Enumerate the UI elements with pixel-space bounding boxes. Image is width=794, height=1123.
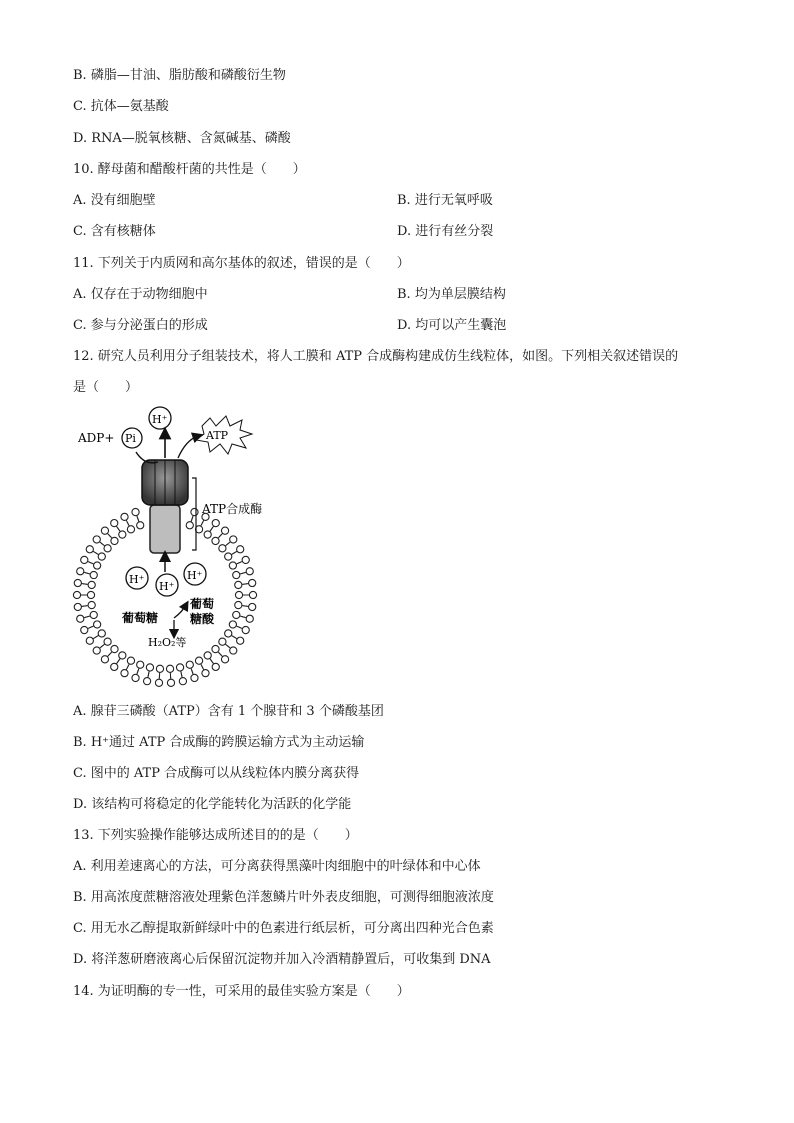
lipid-head — [104, 638, 111, 645]
lipid-head — [191, 508, 198, 515]
text-line-q13a: A. 利用差速离心的方法，可分离获得黑藻叶肉细胞中的叶绿体和中心体 — [73, 859, 481, 874]
lipid-head — [237, 637, 244, 644]
lipid-head — [132, 674, 139, 681]
lipid-head — [235, 601, 242, 608]
lipid-head — [225, 630, 232, 637]
lipid-head — [221, 656, 228, 663]
lipid-head — [195, 657, 202, 664]
lipid-head — [219, 638, 226, 645]
lipid-head — [221, 527, 228, 534]
lipid-head — [111, 537, 118, 544]
lipid-head — [127, 526, 134, 533]
lipid-head — [204, 652, 211, 659]
lipid-head — [246, 568, 253, 575]
lipid-head — [167, 679, 174, 686]
h-top-label: H⁺ — [152, 413, 168, 426]
lipid-head — [111, 520, 118, 527]
lipid-head — [235, 581, 242, 588]
lipid-head — [191, 674, 198, 681]
option-q11-1: B. 均为单层膜结构 — [397, 287, 506, 302]
text-line-q12a: A. 腺苷三磷酸（ATP）含有 1 个腺苷和 3 个磷酸基团 — [73, 704, 384, 719]
enzyme-label: ATP合成酶 — [202, 502, 263, 516]
lipid-head — [87, 591, 94, 598]
lipid-head — [127, 657, 134, 664]
lipid-head — [229, 562, 236, 569]
lipid-head — [212, 520, 219, 527]
lipid-head — [98, 553, 105, 560]
option-q11-3: D. 均可以产生囊泡 — [397, 318, 507, 333]
gluconic-acid-label-2: 糖酸 — [190, 612, 215, 626]
gluconic-acid-label-1: 葡萄 — [190, 597, 215, 611]
lipid-head — [94, 562, 101, 569]
option-q11-2: C. 参与分泌蛋白的形成 — [73, 318, 208, 333]
text-line-q14: 14. 为证明酶的专一性，可采用的最佳实验方案是（ ） — [73, 984, 410, 999]
lipid-head — [77, 568, 84, 575]
lipid-head — [225, 553, 232, 560]
lipid-head — [249, 579, 256, 586]
text-line-q13: 13. 下列实验操作能够达成所述目的的是（ ） — [73, 828, 358, 843]
lipid-head — [242, 626, 249, 633]
lipid-head — [233, 611, 240, 618]
lipid-head — [101, 527, 108, 534]
lipid-head — [235, 591, 242, 598]
option-q10-0: A. 没有细胞壁 — [73, 193, 156, 208]
option-q11-0: A. 仅存在于动物细胞中 — [73, 287, 208, 302]
lipid-head — [186, 661, 193, 668]
text-line-q13b: B. 用高浓度蔗糖溶液处理紫色洋葱鳞片叶外表皮细胞，可测得细胞液浓度 — [73, 890, 494, 905]
lipid-head — [156, 665, 163, 672]
lipid-head — [98, 630, 105, 637]
lipid-head — [132, 508, 139, 515]
lipid-head — [111, 645, 118, 652]
lipid-head — [93, 647, 100, 654]
lipid-head — [176, 664, 183, 671]
lipid-head — [74, 603, 81, 610]
lipid-head — [104, 545, 111, 552]
lipid-head — [81, 626, 88, 633]
lipid-head — [90, 611, 97, 618]
lipid-head — [81, 556, 88, 563]
pi-label: Pi — [125, 432, 136, 445]
lipid-head — [94, 621, 101, 628]
biomimetic-mitochondrion-figure — [70, 400, 300, 690]
h-inner-1: H⁺ — [129, 573, 145, 586]
text-line-q9d: D. RNA—脱氧核糖、含氮碱基、磷酸 — [73, 131, 291, 146]
text-line-q9c: C. 抗体—氨基酸 — [73, 99, 169, 114]
lipid-head — [119, 652, 126, 659]
lipid-head — [137, 661, 144, 668]
lipid-head — [166, 665, 173, 672]
text-line-q10: 10. 酵母菌和醋酸杆菌的共性是（ ） — [73, 162, 306, 177]
lipid-head — [212, 537, 219, 544]
text-line-q12c: C. 图中的 ATP 合成酶可以从线粒体内膜分离获得 — [73, 766, 360, 781]
lipid-head — [155, 679, 162, 686]
question-11-stem: 11. 下列关于内质网和高尔基体的叙述，错误的是（ ） — [73, 256, 410, 271]
lipid-head — [242, 556, 249, 563]
text-line-q13c: C. 用无水乙醇提取新鲜绿叶中的色素进行纸层析，可分离出四种光合色素 — [73, 921, 494, 936]
lipid-head — [93, 536, 100, 543]
question-12-line-1: 是（ ） — [73, 380, 139, 395]
text-line-q12b: B. H⁺通过 ATP 合成酶的跨膜运输方式为主动运输 — [73, 735, 365, 750]
glucose-label: 葡萄糖 — [122, 611, 159, 625]
lipid-head — [90, 571, 97, 578]
question-12-line-0: 12. 研究人员利用分子组装技术，将人工膜和 ATP 合成酶构建成仿生线粒体，如图。下列相关叙述错误的 — [73, 349, 679, 364]
lipid-head — [101, 656, 108, 663]
text-line-q12d: D. 该结构可将稳定的化学能转化为活跃的化学能 — [73, 797, 352, 812]
lipid-head — [229, 621, 236, 628]
lipid-head — [86, 637, 93, 644]
lipid-head — [88, 601, 95, 608]
lipid-head — [186, 522, 193, 529]
lipid-head — [121, 513, 128, 520]
atp-label: ATP — [206, 429, 229, 442]
lipid-head — [111, 663, 118, 670]
lipid-head — [249, 591, 256, 598]
lipid-head — [73, 591, 80, 598]
lipid-head — [230, 647, 237, 654]
lipid-head — [249, 603, 256, 610]
lipid-head — [74, 579, 81, 586]
option-q10-2: C. 含有核糖体 — [73, 224, 156, 239]
lipid-head — [146, 664, 153, 671]
figure-svg — [70, 400, 300, 690]
lipid-head — [88, 581, 95, 588]
lipid-head — [119, 531, 126, 538]
lipid-head — [233, 571, 240, 578]
lipid-head — [219, 545, 226, 552]
lipid-head — [143, 678, 150, 685]
lipid-head — [121, 670, 128, 677]
lipid-head — [204, 531, 211, 538]
lipid-head — [137, 522, 144, 529]
lipid-head — [230, 536, 237, 543]
lipid-head — [77, 615, 84, 622]
option-q10-3: D. 进行有丝分裂 — [397, 224, 494, 239]
option-q10-1: B. 进行无氧呼吸 — [397, 193, 493, 208]
lipid-head — [237, 546, 244, 553]
text-line-q9b: B. 磷脂—甘油、脂肪酸和磷酸衍生物 — [73, 68, 286, 83]
lipid-head — [179, 678, 186, 685]
lipid-head — [246, 615, 253, 622]
h-inner-2: H⁺ — [159, 580, 175, 593]
enzyme-transmembrane-part — [150, 505, 180, 553]
lipid-head — [202, 670, 209, 677]
lipid-head — [212, 645, 219, 652]
h2o2-label: H₂O₂等 — [148, 636, 187, 649]
adp-label: ADP+ — [78, 431, 115, 445]
h-inner-3: H⁺ — [187, 569, 203, 582]
lipid-head — [86, 546, 93, 553]
text-line-q13d: D. 将洋葱研磨液离心后保留沉淀物并加入冷酒精静置后，可收集到 DNA — [73, 952, 491, 967]
lipid-head — [212, 663, 219, 670]
